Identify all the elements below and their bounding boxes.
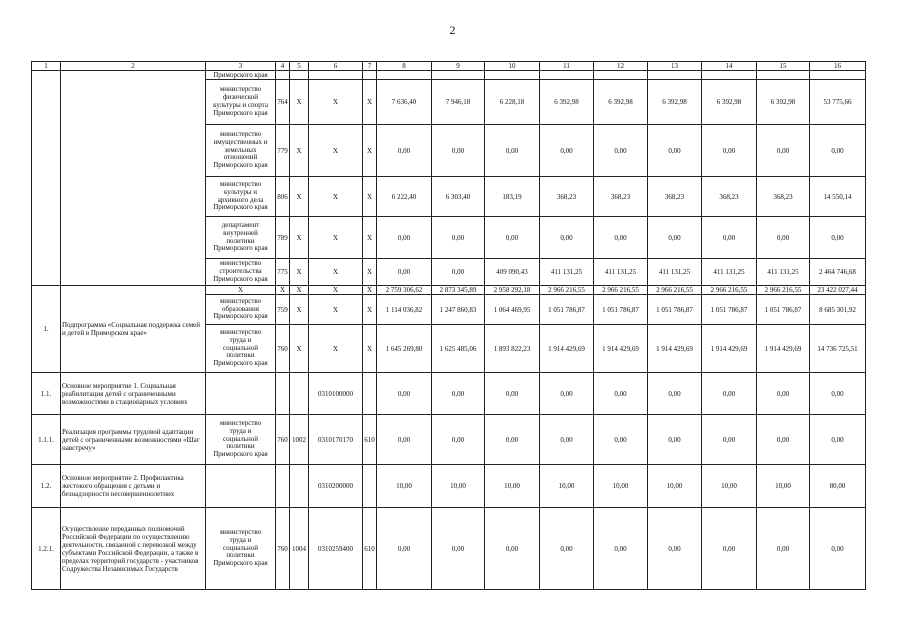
value-cell: 0,00 [757, 508, 810, 590]
org-line: земельных [224, 145, 257, 154]
kbk-type: 610 [363, 508, 377, 590]
kbk-grbs: 789 [276, 217, 290, 259]
kbk-target: 0310259400 [309, 508, 363, 590]
value-cell: 0,00 [432, 217, 485, 259]
value-cell: 6 392,98 [540, 80, 594, 125]
kbk-type: X [363, 259, 377, 286]
value-cell: 6 392,98 [757, 80, 810, 125]
org-line: министерство [219, 179, 262, 188]
value-cell: 0,00 [757, 415, 810, 465]
org-line: Приморского края [213, 108, 268, 117]
kbk-target: 0310170170 [309, 415, 363, 465]
org-line: труда и [229, 426, 252, 435]
value-cell: 2 966 216,55 [540, 286, 594, 295]
kbk-grbs: 760 [276, 508, 290, 590]
value-cell: 6 228,18 [485, 80, 540, 125]
num-cell: 1.2.1. [32, 508, 61, 590]
value-cell: 0,00 [377, 415, 432, 465]
value-cell: 2 464 746,68 [810, 259, 866, 286]
value-cell: 368,23 [594, 177, 648, 217]
name-cell: Реализация программы трудовой адаптации детей с ограниченными возможностями «Шаг навстречу» [61, 415, 206, 465]
kbk-target: X [309, 259, 363, 286]
org-cell [206, 259, 276, 286]
value-cell: 14 550,14 [810, 177, 866, 217]
value-cell: 23 422 027,44 [810, 286, 866, 295]
org-line: Приморского края [213, 161, 268, 170]
value-cell: 0,00 [432, 373, 485, 415]
value-cell: 1 051 786,87 [757, 295, 810, 325]
org-line: политики [226, 236, 255, 245]
kbk-grbs [276, 373, 290, 415]
value-cell: 0,00 [540, 217, 594, 259]
value-cell: 1 114 036,82 [377, 295, 432, 325]
value-cell: 0,00 [648, 125, 702, 177]
value-cell: 6 392,98 [648, 80, 702, 125]
empty-cell [377, 71, 432, 80]
column-number: 7 [363, 62, 377, 71]
value-cell: 0,00 [648, 217, 702, 259]
value-cell: 0,00 [594, 508, 648, 590]
subprogram-total-row [32, 286, 866, 295]
value-cell: 1 914 429,69 [540, 325, 594, 373]
value-cell: 53 775,66 [810, 80, 866, 125]
column-number: 11 [540, 62, 594, 71]
value-cell: 10,00 [432, 465, 485, 508]
org-line: имущественных и [213, 137, 268, 146]
kbk-target: X [309, 295, 363, 325]
value-cell: 1 625 485,06 [432, 325, 485, 373]
value-cell: 10,00 [377, 465, 432, 508]
value-cell: 2 966 216,55 [702, 286, 757, 295]
value-cell: 0,00 [377, 217, 432, 259]
org-line: министерство [219, 130, 262, 138]
kbk-grbs: 760 [276, 415, 290, 465]
num-cell: 1.1.1. [32, 415, 61, 465]
column-number: 15 [757, 62, 810, 71]
empty-cell [290, 71, 309, 80]
column-number: 9 [432, 62, 485, 71]
kbk-type: X [363, 217, 377, 259]
table-body [32, 62, 866, 590]
empty-cell [594, 71, 648, 80]
value-cell: 1 051 786,87 [540, 295, 594, 325]
value-cell: 411 131,25 [594, 259, 648, 286]
value-cell: 10,00 [757, 465, 810, 508]
value-cell: 2 873 345,89 [432, 286, 485, 295]
value-cell: 2 966 216,55 [757, 286, 810, 295]
kbk-grbs [276, 465, 290, 508]
value-cell: 10,00 [540, 465, 594, 508]
name-cell [61, 71, 206, 286]
value-cell: 0,00 [432, 508, 485, 590]
empty-cell [757, 71, 810, 80]
value-cell: 7 636,40 [377, 80, 432, 125]
org-line: Приморского края [213, 312, 268, 321]
org-cell [206, 415, 276, 465]
org-line: социальной [223, 343, 258, 352]
value-cell: 0,00 [540, 125, 594, 177]
org-line: внутренней [223, 228, 258, 237]
org-cell [206, 508, 276, 590]
empty-cell [432, 71, 485, 80]
value-cell: 0,00 [757, 373, 810, 415]
value-cell: 6 392,98 [594, 80, 648, 125]
org-cell [206, 465, 276, 508]
kbk-section: X [290, 125, 309, 177]
kbk-section: 1004 [290, 508, 309, 590]
org-line: социальной [223, 543, 258, 552]
table-row [32, 415, 866, 465]
value-cell: 0,00 [377, 259, 432, 286]
value-cell: 0,00 [594, 373, 648, 415]
budget-table [31, 61, 866, 590]
value-cell: 2 966 216,55 [648, 286, 702, 295]
value-cell: 7 946,18 [432, 80, 485, 125]
org-cell: X [206, 286, 276, 295]
empty-cell [702, 71, 757, 80]
column-number: 1 [32, 62, 61, 71]
org-line: социальной [223, 434, 258, 443]
org-line: культуры и [223, 187, 258, 196]
header-row [32, 62, 866, 71]
kbk-type [363, 373, 377, 415]
value-cell: 0,00 [648, 415, 702, 465]
value-cell: 0,00 [702, 217, 757, 259]
org-line: политики [226, 351, 255, 360]
org-cell [206, 295, 276, 325]
value-cell: 0,00 [648, 373, 702, 415]
value-cell: 1 914 429,69 [648, 325, 702, 373]
org-line: архивного дела [217, 195, 264, 204]
value-cell: 2 966 216,55 [594, 286, 648, 295]
value-cell: 6 392,98 [702, 80, 757, 125]
org-cell [206, 373, 276, 415]
kbk-type: X [363, 295, 377, 325]
column-number: 3 [206, 62, 276, 71]
kbk-grbs: 764 [276, 80, 290, 125]
value-cell: 0,00 [702, 508, 757, 590]
value-cell: 0,00 [485, 217, 540, 259]
org-cell [206, 177, 276, 217]
org-line: Приморского края [213, 559, 268, 568]
kbk-grbs: 806 [276, 177, 290, 217]
kbk-grbs: 779 [276, 125, 290, 177]
org-line: Приморского края [213, 203, 268, 212]
name-cell: Подпрограмма «Социальная поддержка семей и детей в Приморском крае» [61, 286, 206, 373]
kbk-target: X [309, 325, 363, 373]
name-cell: Основное мероприятие 2. Профилактика жестокого обращения с детьми и безнадзорности несовершеннолетних [61, 465, 206, 508]
column-number: 12 [594, 62, 648, 71]
kbk-type: X [363, 286, 377, 295]
org-line: образования [222, 304, 259, 313]
empty-cell [485, 71, 540, 80]
org-line: Приморского края [213, 244, 268, 253]
kbk-target: 0310100000 [309, 373, 363, 415]
num-cell: 1.1. [32, 373, 61, 415]
value-cell: 0,00 [540, 415, 594, 465]
value-cell: 0,00 [485, 373, 540, 415]
value-cell: 0,00 [702, 373, 757, 415]
value-cell: 10,00 [702, 465, 757, 508]
empty-cell [309, 71, 363, 80]
kbk-section [290, 373, 309, 415]
empty-cell [540, 71, 594, 80]
value-cell: 14 736 725,51 [810, 325, 866, 373]
org-line: физической [223, 93, 258, 102]
value-cell: 368,23 [540, 177, 594, 217]
kbk-type: X [363, 125, 377, 177]
column-number: 6 [309, 62, 363, 71]
column-number: 10 [485, 62, 540, 71]
kbk-grbs: 775 [276, 259, 290, 286]
value-cell: 10,00 [485, 465, 540, 508]
org-line: культуры и спорта [213, 101, 268, 109]
page-number: 2 [449, 23, 456, 37]
kbk-section: X [290, 325, 309, 373]
continuation-row [32, 71, 866, 80]
value-cell: 0,00 [810, 508, 866, 590]
value-cell: 0,00 [810, 125, 866, 177]
value-cell: 0,00 [540, 508, 594, 590]
value-cell: 1 645 269,80 [377, 325, 432, 373]
org-line: министерство [219, 328, 262, 336]
org-line: строительства [219, 267, 262, 276]
num-cell [32, 71, 61, 286]
value-cell: 8 685 301,92 [810, 295, 866, 325]
column-number: 5 [290, 62, 309, 71]
value-cell: 0,00 [485, 415, 540, 465]
value-cell: 0,00 [702, 125, 757, 177]
value-cell: 1 247 860,83 [432, 295, 485, 325]
value-cell: 1 914 429,69 [594, 325, 648, 373]
kbk-section: X [290, 259, 309, 286]
value-cell: 409 090,43 [485, 259, 540, 286]
num-cell: 1.2. [32, 465, 61, 508]
kbk-target: X [309, 125, 363, 177]
column-number: 4 [276, 62, 290, 71]
kbk-target: X [309, 177, 363, 217]
value-cell: 411 131,25 [540, 259, 594, 286]
org-line: министерство [219, 419, 262, 427]
value-cell: 1 051 786,87 [648, 295, 702, 325]
kbk-section: X [290, 177, 309, 217]
kbk-type: X [363, 177, 377, 217]
kbk-section: X [290, 286, 309, 295]
org-cell [206, 217, 276, 259]
value-cell: 0,00 [485, 125, 540, 177]
org-line: департамент [221, 220, 260, 229]
org-cell [206, 125, 276, 177]
kbk-section: 1002 [290, 415, 309, 465]
kbk-section: X [290, 80, 309, 125]
value-cell: 0,00 [377, 373, 432, 415]
org-line: труда и [229, 535, 252, 544]
org-line: Приморского края [213, 359, 268, 368]
empty-cell [363, 71, 377, 80]
value-cell: 1 893 822,23 [485, 325, 540, 373]
kbk-grbs: X [276, 286, 290, 295]
value-cell: 368,23 [648, 177, 702, 217]
value-cell: 2 759 306,62 [377, 286, 432, 295]
column-number: 13 [648, 62, 702, 71]
org-line: Приморского края [213, 450, 268, 459]
org-line: политики [226, 551, 255, 560]
value-cell: 0,00 [377, 508, 432, 590]
value-cell: 368,23 [702, 177, 757, 217]
value-cell: 10,00 [648, 465, 702, 508]
kbk-section [290, 465, 309, 508]
empty-cell [276, 71, 290, 80]
table-row [32, 465, 866, 508]
kbk-section: X [290, 295, 309, 325]
column-number: 2 [61, 62, 206, 71]
value-cell: 0,00 [594, 415, 648, 465]
value-cell: 6 222,40 [377, 177, 432, 217]
kbk-type: X [363, 80, 377, 125]
org-cell: Приморского края [206, 71, 276, 80]
kbk-target: 0310200000 [309, 465, 363, 508]
value-cell: 0,00 [432, 415, 485, 465]
value-cell: 0,00 [810, 373, 866, 415]
table-row [32, 373, 866, 415]
value-cell: 183,19 [485, 177, 540, 217]
org-cell [206, 325, 276, 373]
org-cell [206, 80, 276, 125]
org-line: отношений [223, 153, 258, 162]
value-cell: 0,00 [757, 217, 810, 259]
value-cell: 6 303,40 [432, 177, 485, 217]
value-cell: 411 131,25 [648, 259, 702, 286]
kbk-grbs: 760 [276, 325, 290, 373]
value-cell: 80,00 [810, 465, 866, 508]
table-row [32, 508, 866, 590]
kbk-grbs: 759 [276, 295, 290, 325]
value-cell: 1 064 469,95 [485, 295, 540, 325]
kbk-target: X [309, 286, 363, 295]
org-line: министерство [219, 85, 262, 94]
value-cell: 0,00 [594, 217, 648, 259]
value-cell: 0,00 [540, 373, 594, 415]
org-line: министерство [219, 296, 262, 305]
value-cell: 1 051 786,87 [702, 295, 757, 325]
name-cell: Основное мероприятие 1. Социальная реабилитация детей с ограниченными возможностями в стационарных условиях [61, 373, 206, 415]
kbk-section: X [290, 217, 309, 259]
org-line: министерство [219, 259, 262, 268]
value-cell: 1 914 429,69 [757, 325, 810, 373]
value-cell: 0,00 [432, 259, 485, 286]
kbk-target: X [309, 80, 363, 125]
value-cell: 411 131,25 [702, 259, 757, 286]
org-line: труда и [229, 335, 252, 344]
value-cell: 368,23 [757, 177, 810, 217]
kbk-type: X [363, 325, 377, 373]
kbk-target: X [309, 217, 363, 259]
value-cell: 411 131,25 [757, 259, 810, 286]
name-cell: Осуществление переданных полномочий Российской Федерации по осуществлению деятельности, связанной с перевозкой между субъектами Российской Федерации, а также в пределах территорий государств - участников Содружества Независимых Государств [61, 508, 206, 590]
value-cell: 0,00 [377, 125, 432, 177]
value-cell: 2 958 292,18 [485, 286, 540, 295]
org-line: Приморского края [213, 274, 268, 283]
column-number: 8 [377, 62, 432, 71]
value-cell: 0,00 [810, 415, 866, 465]
value-cell: 0,00 [757, 125, 810, 177]
value-cell: 0,00 [648, 508, 702, 590]
num-cell: 1. [32, 286, 61, 373]
value-cell: 1 051 786,87 [594, 295, 648, 325]
value-cell: 0,00 [810, 217, 866, 259]
column-number: 16 [810, 62, 866, 71]
value-cell: 0,00 [432, 125, 485, 177]
kbk-type: 610 [363, 415, 377, 465]
value-cell: 0,00 [702, 415, 757, 465]
org-line: министерство [219, 528, 262, 536]
value-cell: 10,00 [594, 465, 648, 508]
column-number: 14 [702, 62, 757, 71]
kbk-type [363, 465, 377, 508]
value-cell: 0,00 [485, 508, 540, 590]
empty-cell [648, 71, 702, 80]
value-cell: 0,00 [594, 125, 648, 177]
empty-cell [810, 71, 866, 80]
value-cell: 1 914 429,69 [702, 325, 757, 373]
org-line: политики [226, 442, 255, 451]
